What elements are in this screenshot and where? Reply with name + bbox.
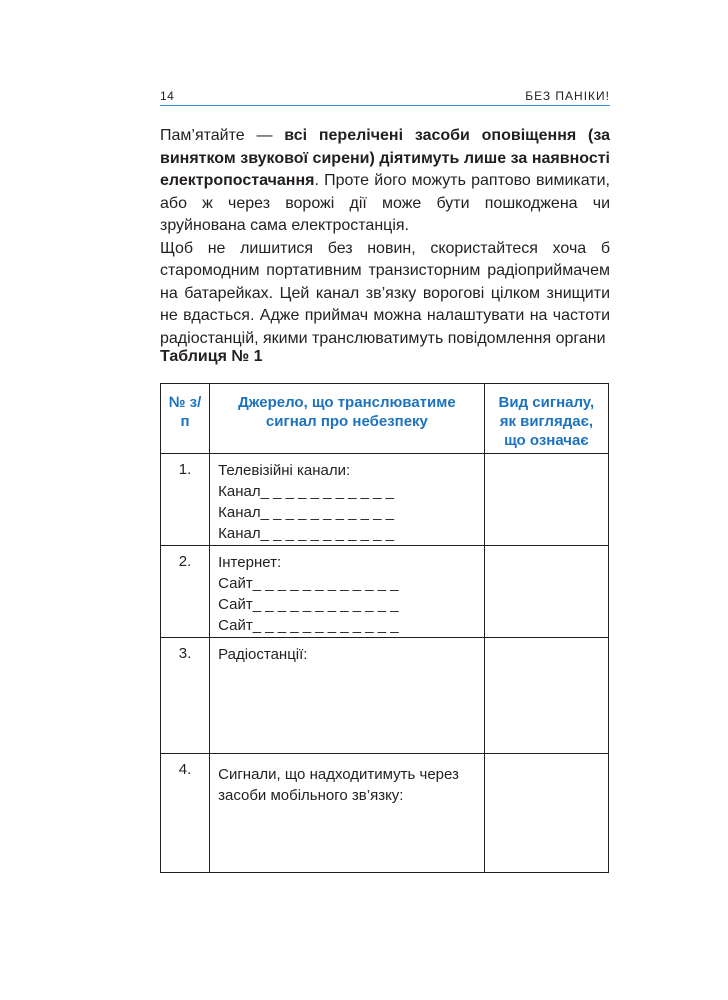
source-line: Канал_ _ _ _ _ _ _ _ _ _ _ [218, 483, 395, 500]
source-line: Телевізійні канали: [218, 462, 351, 479]
body-text [160, 125, 610, 350]
source-line: засоби мобільного зв’язку: [218, 787, 404, 804]
source-line: Сайт_ _ _ _ _ _ _ _ _ _ _ _ [218, 617, 399, 634]
header-rule [160, 105, 610, 106]
source-line: Канал_ _ _ _ _ _ _ _ _ _ _ [218, 504, 395, 521]
paragraph-1-start: Пам’ятайте — [160, 127, 285, 144]
row-number: 4. [161, 754, 210, 873]
source-line: Сигнали, що надходитимуть через [218, 766, 459, 783]
row-number: 2. [161, 546, 210, 638]
row-signal-cell [484, 754, 608, 873]
row-signal-cell [484, 546, 608, 638]
info-table [160, 383, 609, 873]
table-row [161, 546, 609, 638]
row-signal-cell [484, 638, 608, 754]
paragraph-1-bold: всі перелічені засоби оповіщення (за винятком звукової сирени) діятимуть лише за наявності електропостачання [160, 127, 610, 189]
table-header-row [161, 384, 609, 454]
source-line: Інтернет: [218, 554, 282, 571]
header-source: Джерело, що транслюватиме сигнал про небезпеку [210, 384, 485, 454]
running-title: БЕЗ ПАНІКИ! [525, 89, 610, 103]
source-line: Радіостанції: [218, 646, 308, 663]
page-header [160, 86, 610, 106]
table-title: Таблиця № 1 [160, 348, 263, 365]
table-row [161, 454, 609, 546]
paragraph-1 [160, 125, 610, 238]
page-number: 14 [160, 89, 175, 103]
source-line: Сайт_ _ _ _ _ _ _ _ _ _ _ _ [218, 596, 399, 613]
row-source [210, 454, 485, 546]
header-signal: Вид сигналу, як виглядає, що означає [484, 384, 608, 454]
source-line: Сайт_ _ _ _ _ _ _ _ _ _ _ _ [218, 575, 399, 592]
row-source [210, 638, 485, 754]
row-source [210, 754, 485, 873]
row-signal-cell [484, 454, 608, 546]
row-number: 1. [161, 454, 210, 546]
paragraph-1-end: . Проте його можуть раптово вимикати, або ж через ворожі дії може бути пошкоджена чи зруйнована сама електростанція. [160, 172, 610, 234]
row-source [210, 546, 485, 638]
row-number: 3. [161, 638, 210, 754]
table-row [161, 638, 609, 754]
header-num: № з/п [161, 384, 210, 454]
table-row [161, 754, 609, 873]
paragraph-2: Щоб не лишитися без новин, скористайтеся хоча б старомодним портативним транзисторним радіоприймачем на батарейках. Цей канал зв’язку ворогові цілком знищити не вдасться. Адже приймач можна налаштувати на частоти радіостанцій, якими транслюватимуть повідомлення органи [160, 239, 610, 347]
source-line: Канал_ _ _ _ _ _ _ _ _ _ _ [218, 525, 395, 542]
